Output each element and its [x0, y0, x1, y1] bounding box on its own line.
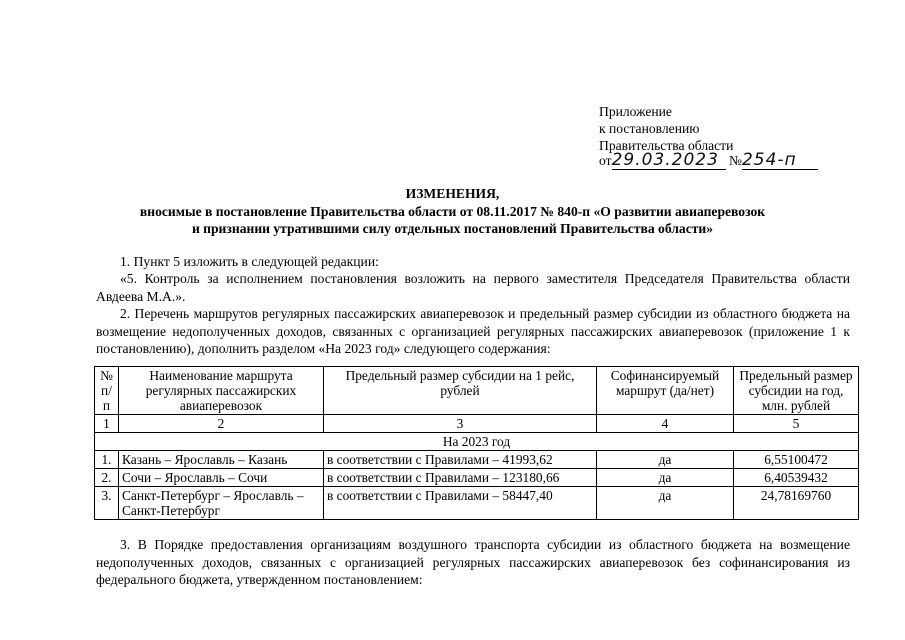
header-year-limit: Предельный размер субсидии на год, млн. рублей [734, 367, 859, 415]
column-number: 2 [119, 415, 324, 433]
annex-line-2: к постановлению [599, 121, 700, 136]
table-header-row [95, 367, 859, 415]
per-flight-subsidy: в соответствии с Правилами – 123180,66 [324, 469, 597, 487]
cofinanced-value: да [597, 451, 734, 469]
handwritten-number: 254-п [742, 152, 818, 170]
document-subtitle-line-1: вносимые в постановление Правительства области от 08.11.2017 № 840-п «О развитии авиаперевозок [139, 204, 766, 219]
number-prefix: № [728, 153, 742, 168]
column-number: 3 [324, 415, 597, 433]
paragraph-4: 3. В Порядке предоставления организациям воздушного транспорта субсидии из областного бюджета на возмещение недополученных доходов, связанных с организацией регулярных пассажирских авиаперевозок без софинансирования из федерального бюджета, утвержденном постановлением: [96, 537, 850, 587]
annex-line-3: Правительства области [599, 138, 734, 153]
header-number: № п/п [95, 367, 119, 415]
row-number: 3. [95, 487, 119, 520]
row-number: 1. [95, 451, 119, 469]
year-subsidy: 24,78169760 [734, 487, 859, 520]
column-number: 5 [734, 415, 859, 433]
per-flight-subsidy: в соответствии с Правилами – 41993,62 [324, 451, 597, 469]
annex-date-line [599, 152, 818, 170]
routes-table [94, 366, 859, 520]
paragraph-1: 1. Пункт 5 изложить в следующей редакции: [120, 254, 379, 269]
cofinanced-value: да [597, 469, 734, 487]
column-number: 4 [597, 415, 734, 433]
document-heading: ИЗМЕНЕНИЯ, [405, 186, 500, 201]
route-name: Санкт-Петербург – Ярославль – Санкт-Петербург [119, 487, 324, 520]
route-name: Казань – Ярославль – Казань [119, 451, 324, 469]
table-row [95, 451, 859, 469]
column-numbers-row [95, 415, 859, 433]
cofinanced-value: да [597, 487, 734, 520]
table-row [95, 469, 859, 487]
date-prefix: от [599, 153, 612, 168]
section-row [95, 433, 859, 451]
route-name: Сочи – Ярославль – Сочи [119, 469, 324, 487]
annex-line-1: Приложение [599, 104, 672, 119]
table-row [95, 487, 859, 520]
per-flight-subsidy: в соответствии с Правилами – 58447,40 [324, 487, 597, 520]
paragraph-3: 2. Перечень маршрутов регулярных пассажирских авиаперевозок и предельный размер субсидии из областного бюджета на возмещение недополученных доходов, связанных с организацией регулярных пассажирских авиаперевозок (приложение 1 к постановлению), дополнить разделом «На 2023 год» следующего содержания: [96, 306, 850, 356]
annex-block [599, 103, 818, 170]
section-title: На 2023 год [95, 433, 859, 451]
header-per-flight: Предельный размер субсидии на 1 рейс, рублей [324, 367, 597, 415]
header-cofinanced: Софинансируемый маршрут (да/нет) [597, 367, 734, 415]
year-subsidy: 6,55100472 [734, 451, 859, 469]
paragraph-2: «5. Контроль за исполнением постановления возложить на первого заместителя Председателя Правительства области Авдеева М.А.». [96, 271, 850, 304]
row-number: 2. [95, 469, 119, 487]
handwritten-date: 29.03.2023 [612, 152, 726, 170]
year-subsidy: 6,40539432 [734, 469, 859, 487]
header-route: Наименование маршрута регулярных пассажирских авиаперевозок [119, 367, 324, 415]
column-number: 1 [95, 415, 119, 433]
document-subtitle-line-2: и признании утратившими силу отдельных постановлений Правительства области» [191, 221, 714, 236]
